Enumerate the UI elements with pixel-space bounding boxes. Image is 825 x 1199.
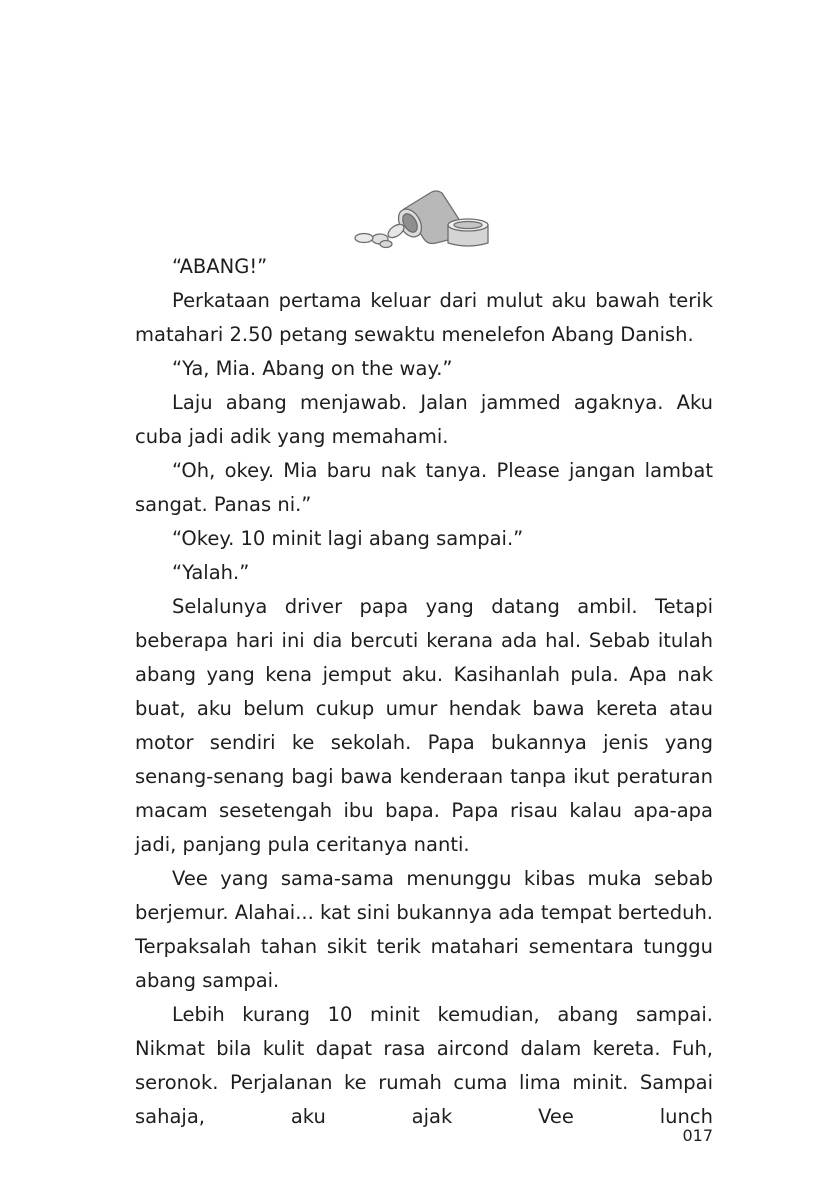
paragraph: Selalunya driver papa yang datang ambil. Tetapi beberapa hari ini dia bercuti kerana ada hal. Sebab itulah abang yang kena jemput aku. Kasihanlah pula. Apa nak buat, aku belum cukup umur hendak bawa kereta atau motor sendiri ke sekolah. Papa bukannya jenis yang senang-senang bagi bawa kenderaan tanpa ikut peraturan macam sesetengah ibu bapa. Papa risau kalau apa-apa jadi, panjang pula ceritanya nanti. bbox=[135, 595, 713, 856]
spilled-pill-bottle-icon bbox=[352, 187, 497, 251]
chapter-body-text bbox=[135, 250, 713, 1134]
page-number: 017 bbox=[682, 1126, 713, 1145]
paragraph: Lebih kurang 10 minit kemudian, abang sampai. Nikmat bila kulit dapat rasa aircond dalam kereta. Fuh, seronok. Perjalanan ke rumah cuma lima minit. Sampai sahaja, aku ajak Vee lunch bbox=[135, 1003, 713, 1128]
paragraph: Vee yang sama-sama menunggu kibas muka sebab berjemur. Alahai... kat sini bukannya ada tempat berteduh. Terpaksalah tahan sikit terik matahari sementara tunggu abang sampai. bbox=[135, 867, 713, 992]
paragraph: “Yalah.” bbox=[172, 561, 250, 584]
paragraph: “Ya, Mia. Abang on the way.” bbox=[172, 357, 453, 380]
paragraph: “Okey. 10 minit lagi abang sampai.” bbox=[172, 527, 524, 550]
paragraph: Laju abang menjawab. Jalan jammed agaknya. Aku cuba jadi adik yang memahami. bbox=[135, 391, 713, 448]
paragraph: “ABANG!” bbox=[172, 255, 268, 278]
paragraph: Perkataan pertama keluar dari mulut aku bawah terik matahari 2.50 petang sewaktu menelefon Abang Danish. bbox=[135, 289, 713, 346]
paragraph: “Oh, okey. Mia baru nak tanya. Please jangan lambat sangat. Panas ni.” bbox=[135, 459, 713, 516]
